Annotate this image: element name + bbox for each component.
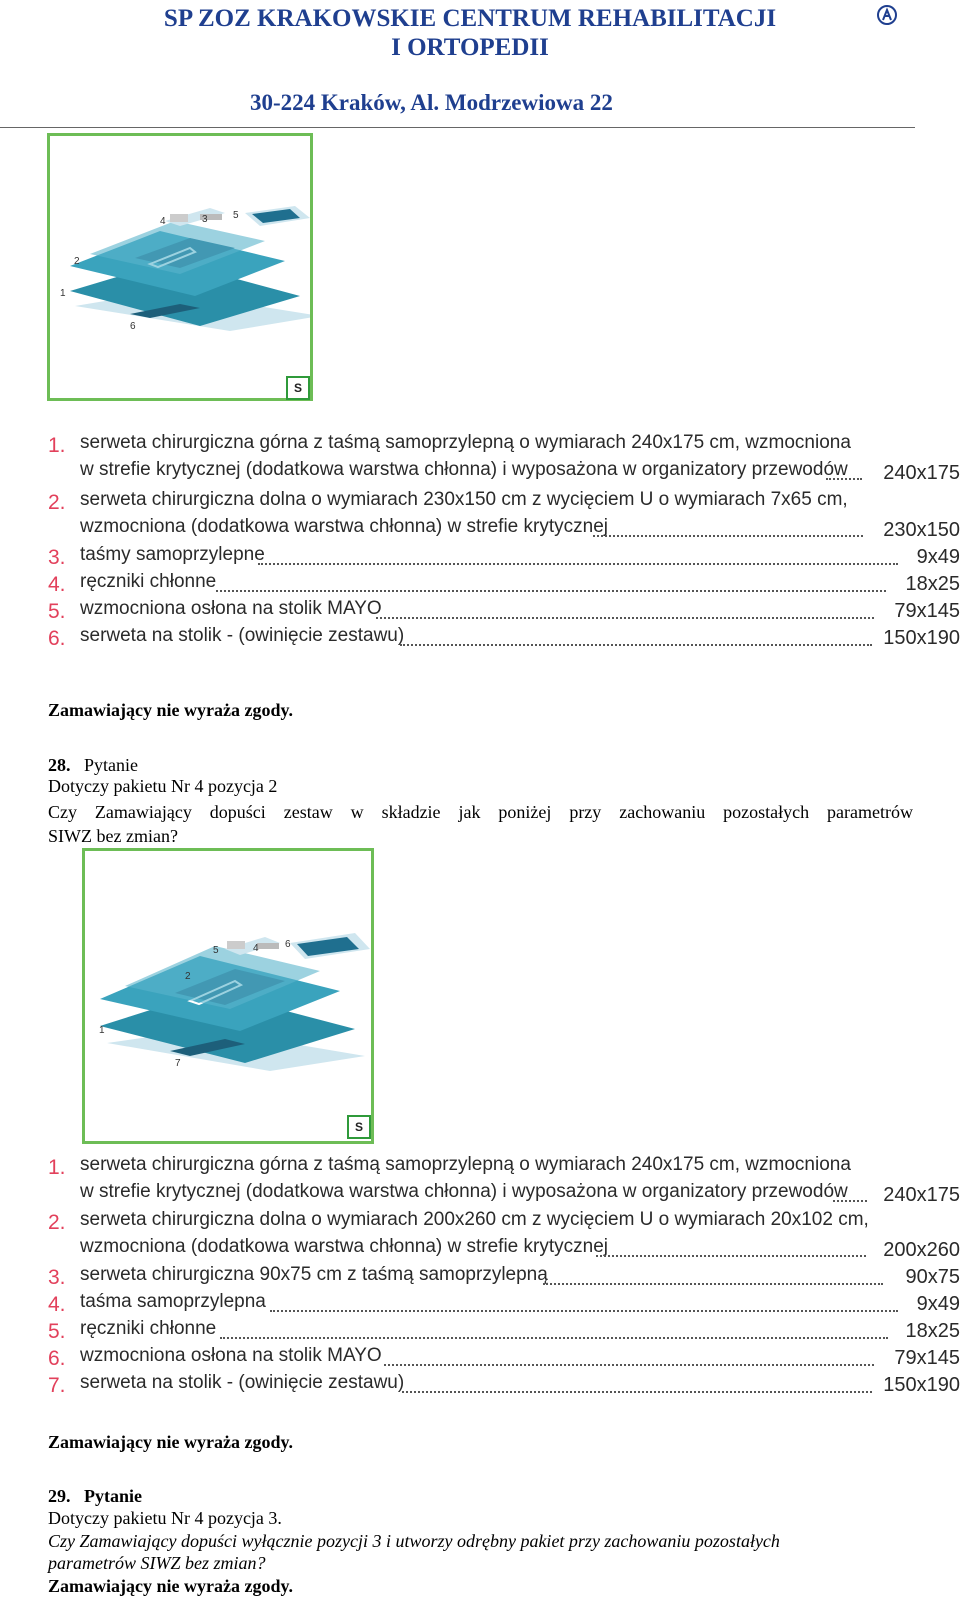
item-dimension: 240x175 [883,1184,960,1206]
sterile-badge: S [286,376,310,400]
item-dimension: 150x190 [883,627,960,649]
diagram-label: 6 [130,321,136,332]
drape-set-diagram-2 [82,848,374,1144]
header-divider [0,127,915,128]
leader-dots [400,644,872,646]
item-dimension: 79x145 [894,600,960,622]
item-number: 6. [48,1347,66,1370]
leader-dots [826,478,862,480]
leader-dots [543,1283,883,1285]
registered-logo-icon [876,4,898,26]
question-line: Dotyczy pakietu Nr 4 pozycja 2 [48,776,278,796]
item-number: 5. [48,1320,66,1343]
item-text-line: serweta chirurgiczna górna z taśmą samoprzylepną o wymiarach 240x175 cm, wzmocniona [80,1154,851,1175]
question-number: 29. [48,1486,71,1506]
diagram-label: 4 [160,216,166,227]
item-text-line: serweta na stolik - (owinięcie zestawu) [80,1372,405,1393]
item-dimension: 79x145 [894,1347,960,1369]
item-text-line: serweta na stolik - (owinięcie zestawu) [80,625,405,646]
question-heading: Pytanie [84,1486,142,1506]
diagram-label: 5 [213,945,219,956]
item-text-line: serweta chirurgiczna dolna o wymiarach 230x150 cm z wycięciem U o wymiarach 7x65 cm, [80,489,848,510]
item-text-line: wzmocniona (dodatkowa warstwa chłonna) w strefie krytycznej [80,516,608,537]
item-text-line: wzmocniona osłona na stolik MAYO [80,1345,382,1366]
diagram-label: 5 [233,210,239,221]
leader-dots [216,590,886,592]
diagram-label: 4 [253,943,259,954]
item-number: 2. [48,491,66,514]
item-dimension: 18x25 [905,1320,960,1342]
diagram-label: 2 [185,971,191,982]
leader-dots [833,1200,867,1202]
diagram-label: 7 [175,1058,181,1069]
question-line: Dotyczy pakietu Nr 4 pozycja 3. [48,1508,282,1528]
item-text-line: w strefie krytycznej (dodatkowa warstwa chłonna) i wyposażona w organizatory przewodów [80,459,848,480]
item-number: 1. [48,1156,66,1179]
item-number: 5. [48,600,66,623]
diagram-label: 3 [202,214,208,225]
answer-text: Zamawiający nie wyraża zgody. [48,700,293,720]
diagram-label: 6 [285,939,291,950]
item-text-line: taśmy samoprzylepne [80,544,265,565]
diagram-label: 1 [60,288,66,299]
item-text-line: serweta chirurgiczna dolna o wymiarach 200x260 cm z wycięciem U o wymiarach 20x102 cm, [80,1209,869,1230]
drape-set-illustration [50,136,310,398]
leader-dots [593,535,863,537]
item-number: 4. [48,1293,66,1316]
item-number: 3. [48,1266,66,1289]
component-list-1 [48,432,960,652]
item-text-line: serweta chirurgiczna 90x75 cm z taśmą samoprzylepną [80,1264,548,1285]
drape-set-illustration [85,851,371,1141]
item-dimension: 9x49 [916,1293,960,1315]
leader-dots [596,1255,866,1257]
leader-dots [220,1337,888,1339]
item-number: 2. [48,1211,66,1234]
item-dimension: 230x150 [883,519,960,541]
item-dimension: 90x75 [905,1266,960,1288]
item-text-line: wzmocniona osłona na stolik MAYO [80,598,382,619]
item-dimension: 240x175 [883,462,960,484]
item-number: 6. [48,627,66,650]
leader-dots [384,1364,874,1366]
question-line: parametrów SIWZ bez zmian? [48,1553,266,1573]
institution-name-line1: SP ZOZ KRAKOWSKIE CENTRUM REHABILITACJI [163,5,777,32]
drape-set-diagram-1 [47,133,313,401]
leader-dots [402,1391,872,1393]
diagram-label: 1 [99,1025,105,1036]
item-text-line: ręczniki chłonne [80,571,217,592]
item-number: 4. [48,573,66,596]
question-line: Czy Zamawiający dopuści zestaw w składzie jak poniżej przy zachowaniu pozostałych parametrów [48,802,913,822]
question-number: 28. [48,755,71,775]
item-dimension: 200x260 [883,1239,960,1261]
leader-dots [270,1310,898,1312]
item-number: 7. [48,1374,66,1397]
item-text-line: w strefie krytycznej (dodatkowa warstwa chłonna) i wyposażona w organizatory przewodów [80,1181,848,1202]
component-list-2 [48,1154,960,1402]
question-line: Czy Zamawiający dopuści wyłącznie pozycji 3 i utworzy odrębny pakiet przy zachowaniu pozostałych [48,1531,780,1551]
leader-dots [376,617,874,619]
sterile-badge: S [347,1115,371,1139]
item-text-line: ręczniki chłonne [80,1318,217,1339]
answer-text: Zamawiający nie wyraża zgody. [48,1576,293,1596]
item-text-line: taśma samoprzylepna [80,1291,266,1312]
institution-address: 30-224 Kraków, Al. Modrzewiowa 22 [250,90,613,115]
item-dimension: 18x25 [905,573,960,595]
item-number: 1. [48,434,66,457]
item-dimension: 150x190 [883,1374,960,1396]
item-number: 3. [48,546,66,569]
institution-name [140,4,800,62]
leader-dots [258,563,898,565]
question-heading: Pytanie [84,755,138,775]
answer-text: Zamawiający nie wyraża zgody. [48,1432,293,1452]
item-dimension: 9x49 [916,546,960,568]
item-text-line: serweta chirurgiczna górna z taśmą samoprzylepną o wymiarach 240x175 cm, wzmocniona [80,432,851,453]
item-text-line: wzmocniona (dodatkowa warstwa chłonna) w strefie krytycznej [80,1236,608,1257]
diagram-label: 2 [74,256,80,267]
question-line: SIWZ bez zmian? [48,826,178,846]
institution-name-line2: I ORTOPEDII [391,34,549,61]
